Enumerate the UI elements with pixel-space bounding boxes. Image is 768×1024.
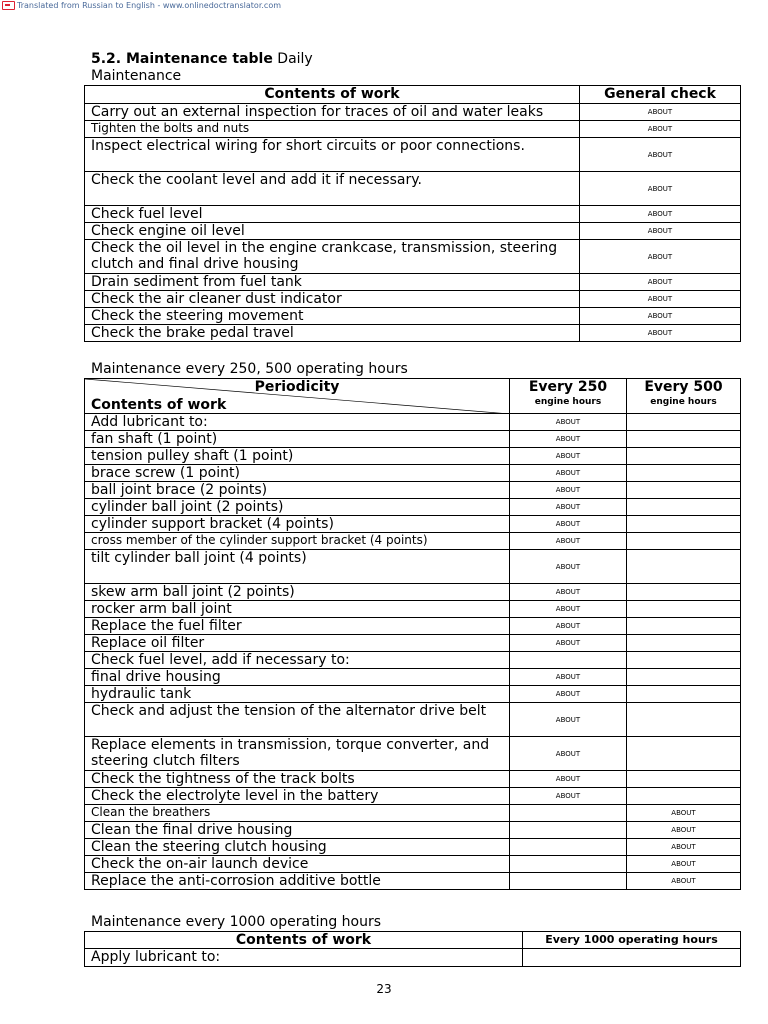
table-row-work: skew arm ball joint (2 points) [85,584,510,601]
table-row-work: final drive housing [85,669,510,686]
table-row-250: ABOUT [510,448,627,465]
table-row-500 [627,771,741,788]
table-row-500 [627,584,741,601]
table-row-mark: ABOUT [580,308,741,325]
table-row-work: Drain sediment from fuel tank [85,274,580,291]
translator-logo-icon [2,1,15,10]
table-row-250: ABOUT [510,584,627,601]
table-row-mark: ABOUT [580,240,741,274]
table-row-250: ABOUT [510,550,627,584]
periodicity-label: Periodicity [254,379,340,395]
table-row-work: rocker arm ball joint [85,601,510,618]
table-row-500 [627,703,741,737]
daily-subtitle: Maintenance [91,68,182,84]
table-row-250: ABOUT [510,788,627,805]
table-row-250: ABOUT [510,431,627,448]
table-row-mark: ABOUT [580,325,741,342]
table-row-work: Clean the final drive housing [85,822,510,839]
table-row-mark: ABOUT [580,138,741,172]
table-row-250 [510,822,627,839]
table-row-work: cylinder ball joint (2 points) [85,499,510,516]
daily-table [84,85,741,342]
table-row-250: ABOUT [510,482,627,499]
table-row-work: Replace oil filter [85,635,510,652]
table-row-mark: ABOUT [580,223,741,240]
table-row-work: Check the brake pedal travel [85,325,580,342]
section-heading-title: 5.2. Maintenance table [91,51,273,67]
col-250-title: Every 250 [528,379,608,395]
table-row-mark: ABOUT [580,121,741,138]
table-row-work: Check fuel level [85,206,580,223]
col-1000-header: Every 1000 operating hours [523,932,741,949]
periodic-col-work-header: Contents of work [91,397,227,413]
periodic-subtitle: Maintenance every 250, 500 operating hours [91,361,408,377]
table-row-work: Clean the breathers [85,805,510,822]
table-row-500 [627,533,741,550]
table-row-500 [627,601,741,618]
table-row-500 [627,414,741,431]
col-500-header [627,379,741,414]
table-row-work: tension pulley shaft (1 point) [85,448,510,465]
table-row-250: ABOUT [510,499,627,516]
table-row-work: fan shaft (1 point) [85,431,510,448]
table-row-work: Inspect electrical wiring for short circuits or poor connections. [85,138,580,172]
table-row-250 [510,839,627,856]
table-row-250: ABOUT [510,465,627,482]
table-row-work: Add lubricant to: [85,414,510,431]
table-row-work: hydraulic tank [85,686,510,703]
table-row-work: Replace the anti-corrosion additive bottle [85,873,510,890]
table-row-250 [510,873,627,890]
table-row-250: ABOUT [510,669,627,686]
translator-banner-text: Translated from Russian to English - www.onlinedoctranslator.com [17,0,281,10]
table-row-500 [627,652,741,669]
table-row-250: ABOUT [510,601,627,618]
daily-col-check-header: General check [580,86,741,104]
table-row-500 [627,448,741,465]
page-number: 23 [376,982,392,996]
table-row-work: Check the coolant level and add it if necessary. [85,172,580,206]
table-row-500 [627,516,741,533]
table-row-work: ball joint brace (2 points) [85,482,510,499]
table-row-work: Apply lubricant to: [85,949,523,967]
table-row-500 [627,669,741,686]
table-row-250: ABOUT [510,771,627,788]
table-row-500: ABOUT [627,839,741,856]
table-row-500 [627,465,741,482]
table-row-work: tilt cylinder ball joint (4 points) [85,550,510,584]
table-row-work: Check the steering movement [85,308,580,325]
translator-banner [2,0,281,10]
table-row-500 [627,686,741,703]
table-row-250 [510,856,627,873]
table-row-work: Check the electrolyte level in the battery [85,788,510,805]
table-row-work: Check fuel level, add if necessary to: [85,652,510,669]
table-row-mark: ABOUT [580,291,741,308]
table-row-500 [627,618,741,635]
periodic-table [84,378,741,890]
table-row-work: Replace elements in transmission, torque converter, and steering clutch filters [85,737,510,771]
col-250-unit: engine hours [534,397,602,407]
table-row-work: brace screw (1 point) [85,465,510,482]
table-row-500 [627,737,741,771]
table-row-mark: ABOUT [580,274,741,291]
thousand-subtitle: Maintenance every 1000 operating hours [91,914,382,930]
section-heading [91,51,313,68]
thousand-col-work-header: Contents of work [85,932,523,949]
col-500-unit: engine hours [650,397,717,407]
col-500-title: Every 500 [644,379,723,395]
table-row-500 [627,550,741,584]
section-heading-tail: Daily [272,51,313,67]
table-row-work: Check the oil level in the engine crankcase, transmission, steering clutch and final drive housing [85,240,580,274]
table-row-work: Tighten the bolts and nuts [85,121,580,138]
table-row-mark: ABOUT [580,172,741,206]
table-row-work: Check the on-air launch device [85,856,510,873]
table-row-work: Check engine oil level [85,223,580,240]
table-row-500: ABOUT [627,805,741,822]
table-row-500: ABOUT [627,856,741,873]
table-row-mark: ABOUT [580,206,741,223]
table-row-work: Clean the steering clutch housing [85,839,510,856]
table-row-1000 [523,949,741,967]
table-row-work: cross member of the cylinder support bracket (4 points) [85,533,510,550]
table-row-500: ABOUT [627,873,741,890]
table-row-250: ABOUT [510,686,627,703]
daily-col-work-header: Contents of work [85,86,580,104]
col-250-header [510,379,627,414]
table-row-work: Check the air cleaner dust indicator [85,291,580,308]
table-row-500 [627,431,741,448]
table-row-500: ABOUT [627,822,741,839]
table-row-250: ABOUT [510,737,627,771]
periodic-diagonal-header [85,379,510,414]
table-row-250: ABOUT [510,516,627,533]
table-row-250: ABOUT [510,618,627,635]
table-row-250: ABOUT [510,635,627,652]
table-row-mark: ABOUT [580,104,741,121]
table-row-500 [627,635,741,652]
table-row-work: cylinder support bracket (4 points) [85,516,510,533]
table-row-work: Check and adjust the tension of the alternator drive belt [85,703,510,737]
table-row-500 [627,482,741,499]
table-row-500 [627,499,741,516]
table-row-250: ABOUT [510,533,627,550]
table-row-500 [627,788,741,805]
table-row-work: Check the tightness of the track bolts [85,771,510,788]
thousand-table [84,931,741,967]
table-row-250: ABOUT [510,703,627,737]
table-row-work: Carry out an external inspection for traces of oil and water leaks [85,104,580,121]
table-row-250 [510,652,627,669]
table-row-250: ABOUT [510,414,627,431]
table-row-250 [510,805,627,822]
table-row-work: Replace the fuel filter [85,618,510,635]
